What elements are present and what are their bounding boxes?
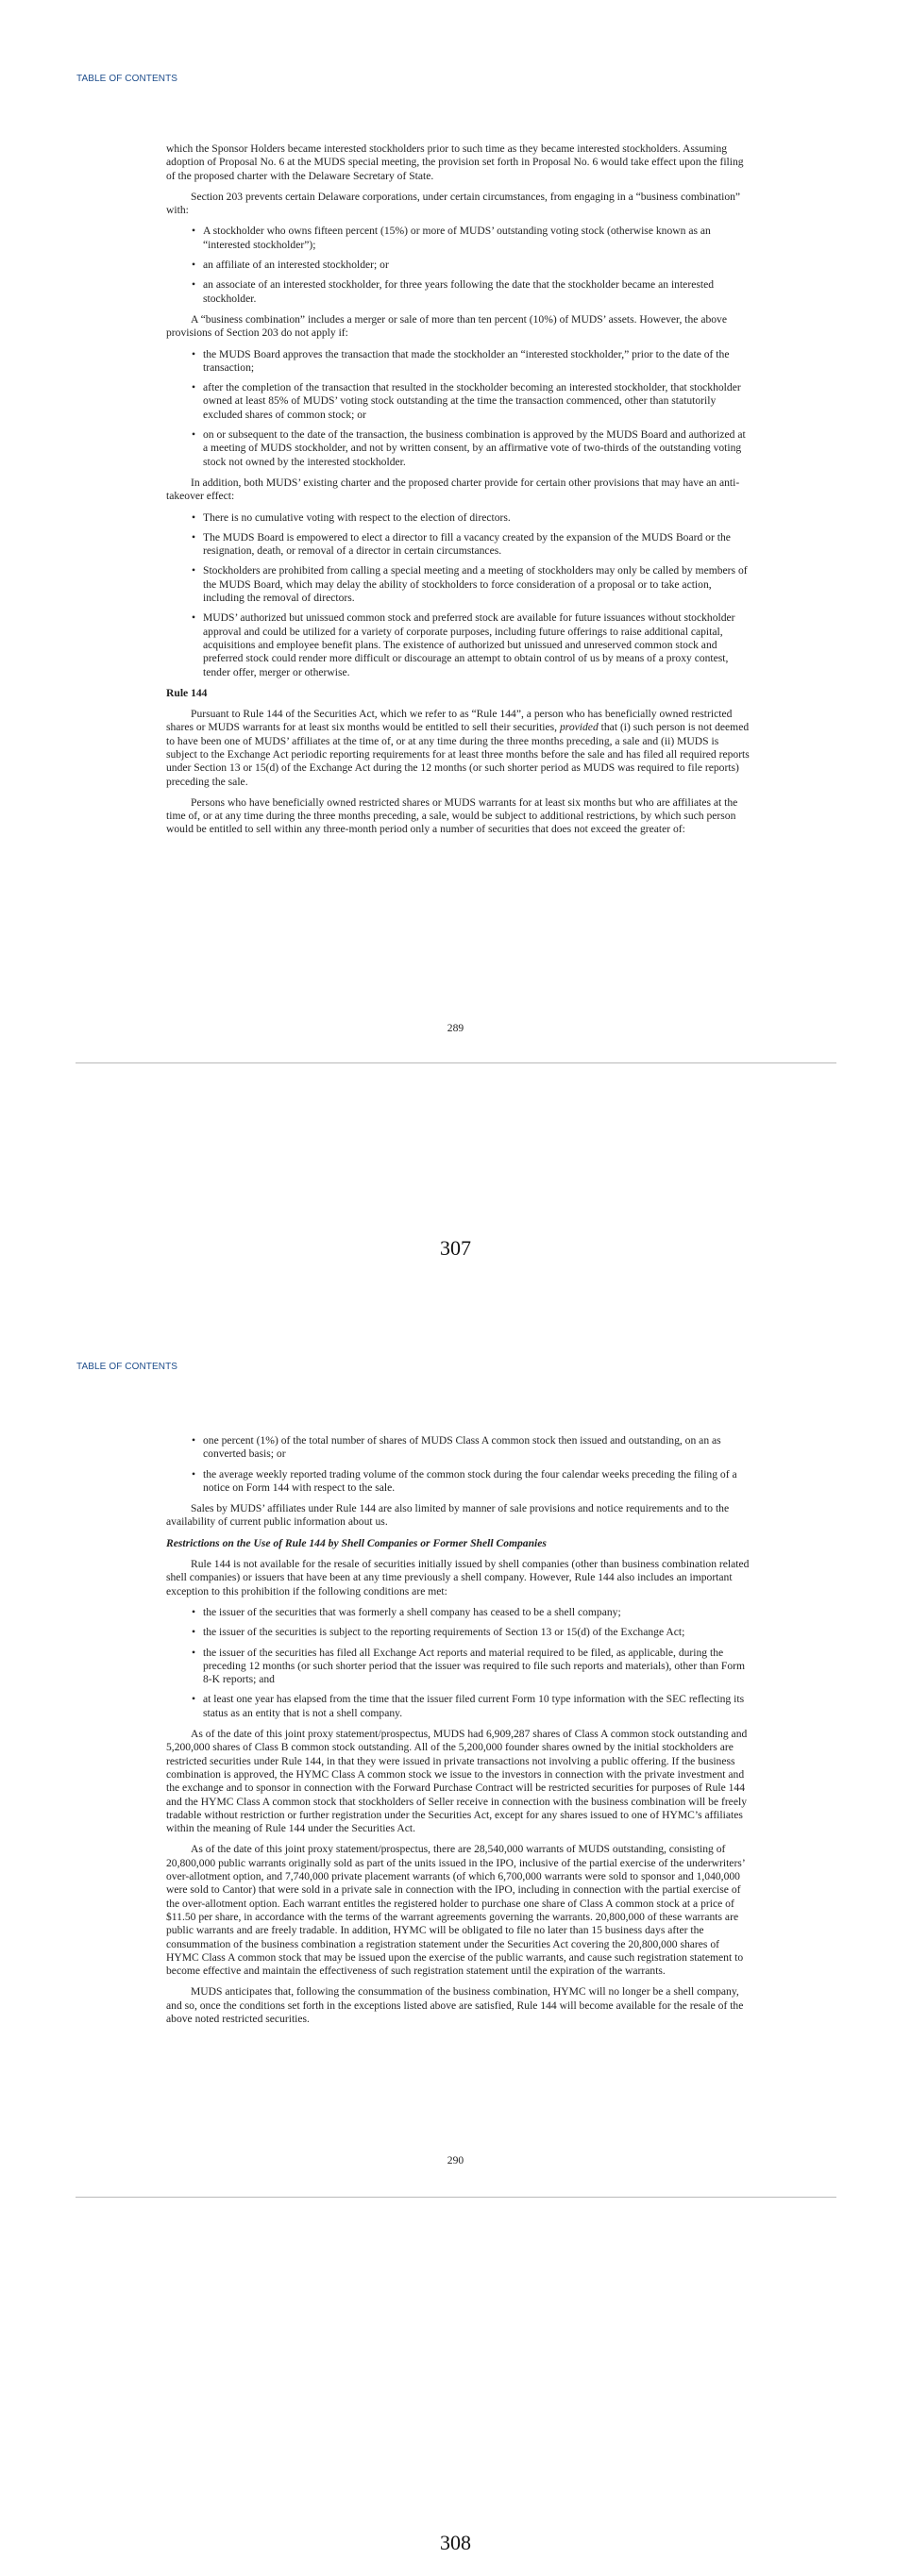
list-item: • on or subsequent to the date of the transaction, the business combination is approved by the MUDS Board and authorized at a meeting of MUDS stockholder, and not by written consent, by an affirmative vote of two-thirds of the outstanding voting stock not owned by the interested stockholder. bbox=[166, 428, 750, 469]
page-body bbox=[166, 142, 750, 845]
list-item: • the MUDS Board approves the transaction that made the stockholder an “interested stockholder,” prior to the date of the transaction; bbox=[166, 348, 750, 376]
page-number: 290 bbox=[447, 2154, 464, 2166]
section-heading: Rule 144 bbox=[166, 686, 208, 699]
page-divider bbox=[76, 2197, 836, 2198]
paragraph: As of the date of this joint proxy statement/prospectus, MUDS had 6,909,287 shares of Class A common stock outstanding and 5,200,000 shares of Class B common stock outstanding. All of the 5,200,000 founder shares owned by the initial stockholders are restricted securities under Rule 144, in that they were issued in private transactions not involving a public offering. If the business combination is approved, the HYMC Class A common stock we issue to the investors in connection with the private investment and the exchange and to sponsor in connection with the Forward Purchase Contract will be restricted securities for purposes of Rule 144 and the HYMC Class A common stock that stockholders of Seller receive in connection with the business combination will be freely tradable without restriction or further registration under the Securities Act, except for any shares issued to one of HYMC’s affiliates within the meaning of Rule 144 under the Securities Act. bbox=[166, 1728, 748, 1835]
list-item: • MUDS’ authorized but unissued common stock and preferred stock are available for future issuances without stockholder approval and could be utilized for a variety of corporate purposes, including future offerings to raise additional capital, acquisitions and employee benefit plans. The existence of authorized but unissued and unreserved common stock and preferred stock could render more difficult or discourage an attempt to obtain control of us by means of a proxy contest, tender offer, merger or otherwise. bbox=[166, 611, 750, 678]
list-item: • the issuer of the securities has filed all Exchange Act reports and material required to be filed, as applicable, during the preceding 12 months (or such shorter period that the issuer was required to file such reports and materials), other than Form 8-K reports; and bbox=[166, 1647, 750, 1687]
bullet-list bbox=[166, 511, 750, 679]
bullet-list bbox=[166, 225, 750, 305]
list-item: • The MUDS Board is empowered to elect a director to fill a vacancy created by the expansion of the MUDS Board or the resignation, death, or removal of a director in certain circumstances. bbox=[166, 531, 750, 559]
list-item: • one percent (1%) of the total number of shares of MUDS Class A common stock then issued and outstanding, on an as converted basis; or bbox=[166, 1434, 750, 1462]
italic-text: provided bbox=[559, 721, 599, 734]
paragraph bbox=[166, 708, 750, 789]
list-item: • the average weekly reported trading volume of the common stock during the four calendar weeks preceding the filing of a notice on Form 144 with respect to the sale. bbox=[166, 1468, 750, 1496]
paragraph: Persons who have beneficially owned restricted shares or MUDS warrants for at least six months but who are affiliates at the time of, or at any time during the three months preceding, a sale, would be subject to additional restrictions, by which such person would be entitled to sell within any three-month period only a number of securities that does not exceed the greater of: bbox=[166, 795, 738, 836]
list-item: • A stockholder who owns fifteen percent (15%) or more of MUDS’ outstanding voting stock (otherwise known as an “interested stockholder”); bbox=[166, 225, 750, 252]
list-item: • There is no cumulative voting with respect to the election of directors. bbox=[166, 511, 750, 525]
paragraph-text: Pursuant to Rule 144 of the Securities Act, which we refer to as “Rule 144”, a person who has beneficially owned restricted shares or MUDS warrants for at least six months would be entitled to sell their securities, bbox=[166, 708, 733, 734]
page-divider bbox=[76, 1062, 836, 1063]
paragraph: In addition, both MUDS’ existing charter and the proposed charter provide for certain other provisions that may have an anti-takeover effect: bbox=[166, 476, 740, 503]
table-of-contents-link[interactable]: TABLE OF CONTENTS bbox=[76, 74, 178, 84]
list-item: • after the completion of the transaction that resulted in the stockholder becoming an interested stockholder, that stockholder owned at least 85% of MUDS’ voting stock outstanding at the time the transaction commenced, other than statutorily excluded shares of common stock; or bbox=[166, 381, 750, 422]
page-body bbox=[166, 1434, 750, 2033]
list-item: • the issuer of the securities that was formerly a shell company has ceased to be a shell company; bbox=[166, 1606, 750, 1619]
paragraph: which the Sponsor Holders became interested stockholders prior to such time as they became interested stockholders. Assuming adoption of Proposal No. 6 at the MUDS special meeting, the provision set forth in Proposal No. 6 would take effect upon the filing of the proposed charter with the Delaware Secretary of State. bbox=[166, 142, 744, 182]
document-page-290 bbox=[0, 1359, 911, 2576]
paragraph: Rule 144 is not available for the resale of securities initially issued by shell companies (other than business combination related shell companies) or issuers that have been at any time previously a shell company. However, Rule 144 also includes an important exception to this prohibition if the following conditions are met: bbox=[166, 1558, 750, 1597]
paragraph-text: that (i) such person is not deemed to have been one of MUDS’ affiliates at the time of, or at any time during the three months preceding, a sale and (ii) MUDS is subject to the Exchange Act periodic reporting requirements for at least three months before the sale and has filed all required reports under Section 13 or 15(d) of the Exchange Act during the 12 months (or such shorter period as MUDS was required to file reports) preceding the sale. bbox=[166, 721, 750, 788]
paragraph: Section 203 prevents certain Delaware corporations, under certain circumstances, from engaging in a “business combination” with: bbox=[166, 190, 741, 217]
viewer-page-number: 307 bbox=[440, 1236, 471, 1260]
page-number: 289 bbox=[447, 1022, 464, 1034]
paragraph: Sales by MUDS’ affiliates under Rule 144 are also limited by manner of sale provisions and notice requirements and to the availability of current public information about us. bbox=[166, 1502, 730, 1529]
list-item: • Stockholders are prohibited from calling a special meeting and a meeting of stockholders may only be called by members of the MUDS Board, which may delay the ability of stockholders to force consideration of a proposal or to take action, including the removal of directors. bbox=[166, 564, 750, 605]
list-item: • an affiliate of an interested stockholder; or bbox=[166, 259, 750, 272]
paragraph: As of the date of this joint proxy statement/prospectus, there are 28,540,000 warrants of MUDS outstanding, consisting of 20,800,000 public warrants originally sold as part of the units issued in the IPO, inclusive of the partial exercise of the underwriters’ over-allotment option, and 7,740,000 private placement warrants (of which 6,700,000 warrants were sold to sponsor and 1,040,000 were sold to Cantor) that were sold in a private sale in connection with the IPO, including in connection with the partial exercise of the over-allotment option. Each warrant entitles the registered holder to purchase one share of Class A common stock at a price of $11.50 per share, in accordance with the terms of the warrant agreements governing the warrants. 20,800,000 of these warrants are public warrants and are freely tradable. In addition, HYMC will be obligated to file no later than 15 business days after the consummation of the business combination a registration statement under the Securities Act covering the 20,800,000 shares of HYMC Class A common stock that may be issued upon the exercise of the public warrants, and cause such registration statement to become effective and maintain the effectiveness of such registration statement until the expiration of the warrants. bbox=[166, 1843, 745, 1978]
list-item: • the issuer of the securities is subject to the reporting requirements of Section 13 or 15(d) of the Exchange Act; bbox=[166, 1626, 750, 1639]
table-of-contents-link[interactable]: TABLE OF CONTENTS bbox=[76, 1362, 178, 1372]
paragraph: A “business combination” includes a merger or sale of more than ten percent (10%) of MUDS’ assets. However, the above provisions of Section 203 do not apply if: bbox=[166, 312, 727, 340]
list-item: • an associate of an interested stockholder, for three years following the date that the stockholder became an interested stockholder. bbox=[166, 278, 750, 306]
paragraph: MUDS anticipates that, following the consummation of the business combination, HYMC will no longer be a shell company, and so, once the conditions set forth in the exceptions listed above are satisfied, Rule 144 will become available for the resale of the above noted restricted securities. bbox=[166, 1985, 744, 2025]
list-item: • at least one year has elapsed from the time that the issuer filed current Form 10 type information with the SEC reflecting its status as an entity that is not a shell company. bbox=[166, 1693, 750, 1720]
bullet-list bbox=[166, 1434, 750, 1495]
bullet-list bbox=[166, 1606, 750, 1720]
bullet-list bbox=[166, 348, 750, 469]
viewer-page-number: 308 bbox=[440, 2531, 471, 2554]
section-heading: Restrictions on the Use of Rule 144 by Shell Companies or Former Shell Companies bbox=[166, 1536, 547, 1549]
